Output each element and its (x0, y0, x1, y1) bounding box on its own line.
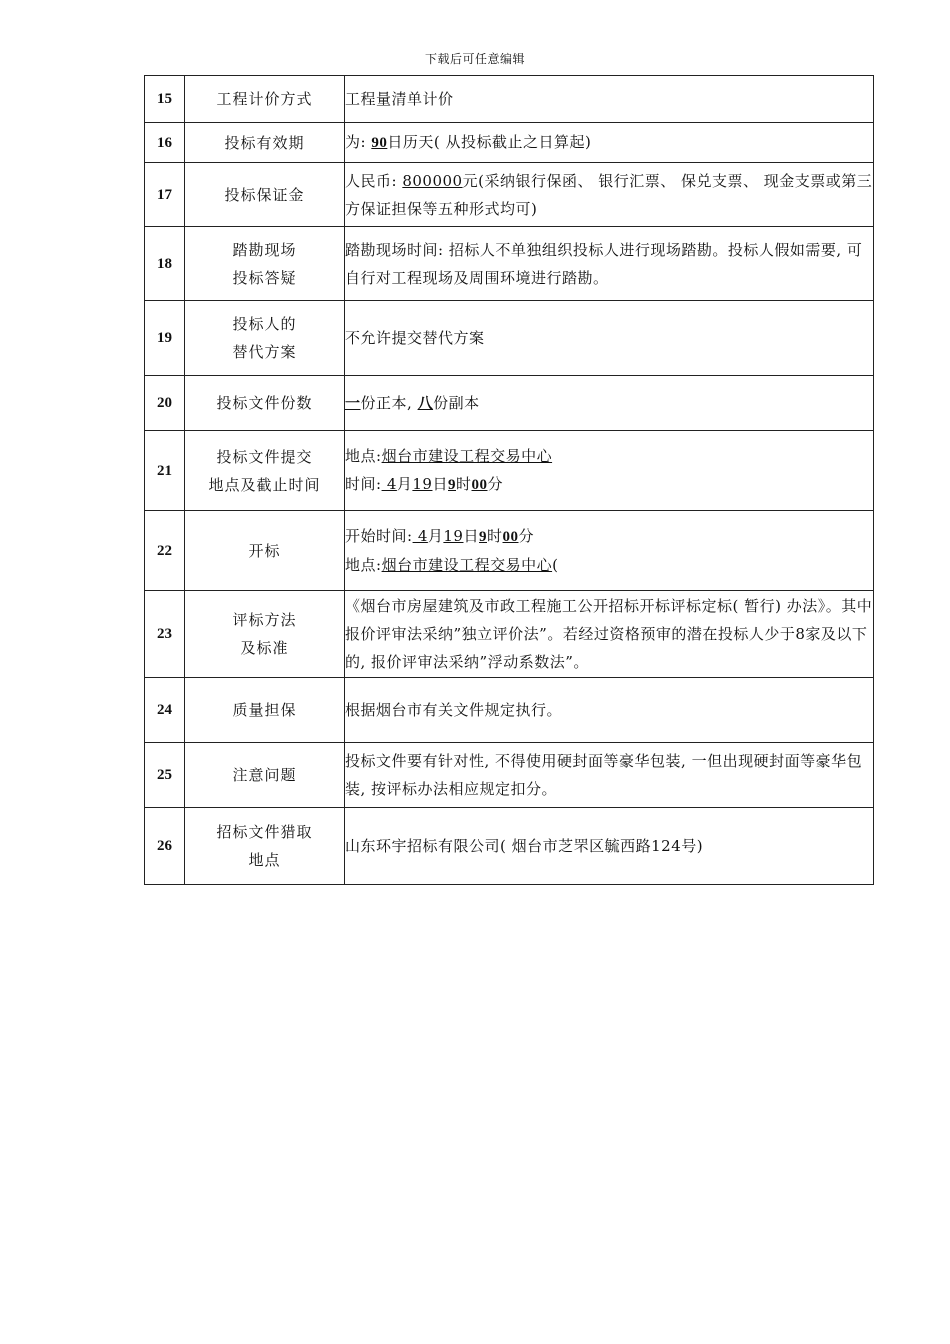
text-fragment: 分 (518, 527, 535, 545)
item-label (185, 431, 345, 511)
text-fragment: 时 (487, 527, 503, 545)
page-header: 下载后可任意编辑 (424, 52, 525, 66)
text-fragment: 日 (432, 475, 448, 493)
table-row (145, 76, 874, 123)
row-number: 22 (145, 511, 185, 591)
item-label-line: 质量担保 (232, 701, 297, 719)
item-label (185, 163, 345, 227)
row-number: 18 (145, 227, 185, 301)
item-label (185, 591, 345, 678)
minute-value: 00 (502, 529, 519, 545)
table-row (145, 808, 874, 885)
text-fragment: 份正本, (360, 393, 418, 412)
item-content (345, 376, 874, 431)
submission-deadline (345, 470, 873, 499)
table-row (145, 123, 874, 163)
text-fragment: 地点: (345, 447, 382, 465)
item-label (185, 123, 345, 163)
minute-value: 00 (471, 477, 488, 493)
item-label-line: 工程计价方式 (216, 90, 313, 108)
text-fragment: 人民币: (345, 171, 403, 190)
row-number: 20 (145, 376, 185, 431)
item-label-line: 开标 (248, 541, 281, 560)
row-number: 16 (145, 123, 185, 163)
opening-place (345, 551, 873, 579)
item-content: 投标文件要有针对性, 不得使用硬封面等豪华包装, 一但出现硬封面等豪华包装, 按评标办法相应规定扣分。 (345, 743, 874, 808)
table-row (145, 301, 874, 376)
table-row (145, 511, 874, 591)
hour-value: 9 (448, 477, 456, 493)
table-row (145, 743, 874, 808)
day-value: 19 (443, 527, 464, 545)
table-row (145, 678, 874, 743)
item-label (185, 511, 345, 591)
table-row (145, 376, 874, 431)
text-fragment: 为: (345, 133, 372, 151)
item-label-line: 投标保证金 (224, 185, 305, 204)
text-fragment: 月 (396, 475, 413, 493)
table-row (145, 227, 874, 301)
row-number: 25 (145, 743, 185, 808)
hour-value: 9 (479, 529, 487, 545)
validity-days: 90 (371, 135, 388, 151)
bid-info-table (144, 75, 874, 885)
item-content: 山东环宇招标有限公司( 烟台市芝罘区毓西路124号) (345, 808, 874, 885)
submission-place (345, 442, 873, 470)
item-label (185, 301, 345, 376)
item-label-line: 地点 (248, 851, 281, 869)
item-label (185, 808, 345, 885)
item-label-line: 注意问题 (232, 766, 297, 784)
row-number: 24 (145, 678, 185, 743)
text-fragment: 开始时间: (345, 527, 413, 545)
item-label-line: 替代方案 (232, 343, 297, 361)
item-label-line: 投标有效期 (224, 133, 305, 152)
row-number: 23 (145, 591, 185, 678)
deposit-amount: 800000 (402, 171, 463, 190)
day-value: 19 (412, 475, 433, 493)
item-label-line: 招标文件猎取 (216, 823, 313, 841)
opening-time (345, 522, 873, 551)
text-fragment: 份副本 (433, 393, 480, 412)
text-fragment: ( (552, 556, 559, 574)
row-number: 21 (145, 431, 185, 511)
original-copies: 一 (345, 395, 361, 412)
text-fragment: 时 (456, 475, 472, 493)
month-value: 4 (412, 527, 428, 545)
place-value: 烟台市建设工程交易中心 (381, 556, 553, 574)
table-row (145, 431, 874, 511)
item-label-line: 及标准 (240, 639, 289, 657)
row-number: 19 (145, 301, 185, 376)
item-label (185, 227, 345, 301)
item-content: 《烟台市房屋建筑及市政工程施工公开招标开标评标定标( 暂行) 办法》。其中报价评审法采纳”独立评价法”。若经过资格预审的潜在投标人少于8家及以下的, 报价评审法采纳”浮动系数法”。 (345, 591, 874, 678)
table-row (145, 163, 874, 227)
item-label (185, 376, 345, 431)
row-number: 26 (145, 808, 185, 885)
item-content: 踏勘现场时间: 招标人不单独组织投标人进行现场踏勘。投标人假如需要, 可自行对工程现场及周围环境进行踏勘。 (345, 227, 874, 301)
item-content (345, 123, 874, 163)
item-label-line: 投标人的 (232, 315, 297, 333)
row-number: 17 (145, 163, 185, 227)
text-fragment: 元(采纳银行保函、 银行汇票、 保兑支票、 现金支票或第三方保证担保等五种形式均可) (345, 171, 873, 218)
item-label (185, 678, 345, 743)
item-label (185, 743, 345, 808)
item-content (345, 511, 874, 591)
text-fragment: 分 (487, 475, 504, 493)
item-label-line: 踏勘现场 (232, 240, 297, 259)
text-fragment: 日历天( 从投标截止之日算起) (387, 133, 592, 151)
month-value: 4 (381, 475, 397, 493)
text-fragment: 月 (427, 527, 444, 545)
text-fragment: 时间: (345, 475, 382, 493)
item-label-line: 地点及截止时间 (208, 475, 321, 494)
duplicate-copies: 八 (417, 395, 434, 412)
row-number: 15 (145, 76, 185, 123)
item-label-line: 投标文件份数 (216, 394, 313, 412)
item-content (345, 163, 874, 227)
item-content (345, 431, 874, 511)
table-row (145, 591, 874, 678)
place-value: 烟台市建设工程交易中心 (381, 447, 553, 465)
text-fragment: 地点: (345, 556, 382, 574)
item-label-line: 投标文件提交 (216, 447, 313, 466)
item-label (185, 76, 345, 123)
text-fragment: 日 (463, 527, 479, 545)
item-content: 不允许提交替代方案 (345, 301, 874, 376)
item-content: 工程量清单计价 (345, 76, 874, 123)
item-label-line: 评标方法 (232, 611, 297, 629)
item-content: 根据烟台市有关文件规定执行。 (345, 678, 874, 743)
item-label-line: 投标答疑 (232, 268, 297, 287)
